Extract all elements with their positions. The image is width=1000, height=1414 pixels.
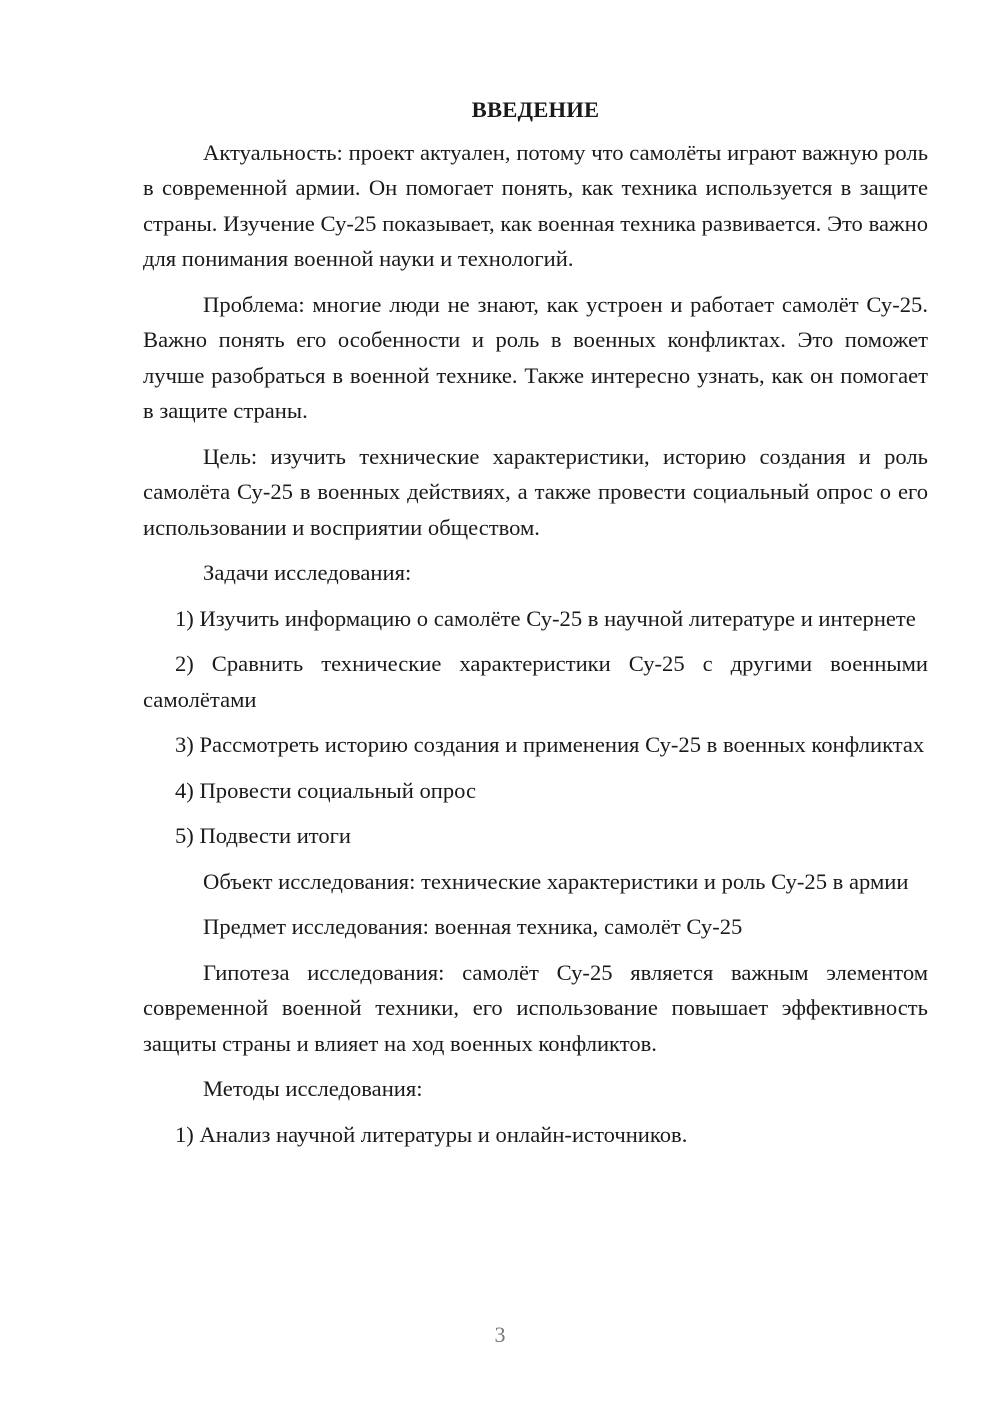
goal-paragraph: Цель: изучить технические характеристики, историю создания и роль самолёта Су-25 в военных действиях, а также провести социальный опрос о его использовании и восприятии обществом.	[143, 443, 928, 540]
subject-paragraph: Предмет исследования: военная техника, самолёт Су-25	[203, 914, 743, 939]
methods-heading: Методы исследования:	[203, 1076, 423, 1101]
document-page	[143, 92, 928, 1162]
task-item-3: 3) Рассмотреть историю создания и применения Су-25 в военных конфликтах	[175, 732, 925, 757]
method-item-1: 1) Анализ научной литературы и онлайн-источников.	[175, 1121, 688, 1147]
page-title: ВВЕДЕНИЕ	[471, 97, 600, 122]
hypothesis-paragraph: Гипотеза исследования: самолёт Су-25 является важным элементом современной военной техники, его использование повышает эффективность защиты страны и влияет на ход военных конфликтов.	[143, 959, 928, 1056]
object-paragraph: Объект исследования: технические характеристики и роль Су-25 в армии	[203, 868, 909, 894]
task-item-4: 4) Провести социальный опрос	[175, 777, 477, 803]
task-item-2: 2) Сравнить технические характеристики Су-25 с другими военными самолётами	[143, 651, 928, 712]
relevance-paragraph: Актуальность: проект актуален, потому что самолёты играют важную роль в современной армии. Он помогает понять, как техника используется в защите страны. Изучение Су-25 показывает, как военная техника развивается. Это важно для понимания военной науки и технологий.	[143, 139, 928, 271]
tasks-heading: Задачи исследования:	[203, 560, 412, 585]
task-item-5: 5) Подвести итоги	[175, 823, 352, 848]
problem-paragraph: Проблема: многие люди не знают, как устроен и работает самолёт Су-25. Важно понять его особенности и роль в военных конфликтах. Это поможет лучше разобраться в военной технике. Также интересно узнать, как он помогает в защите страны.	[143, 291, 928, 423]
page-number: 3	[494, 1322, 506, 1347]
task-item-1: 1) Изучить информацию о самолёте Су-25 в научной литературе и интернете	[175, 605, 916, 631]
